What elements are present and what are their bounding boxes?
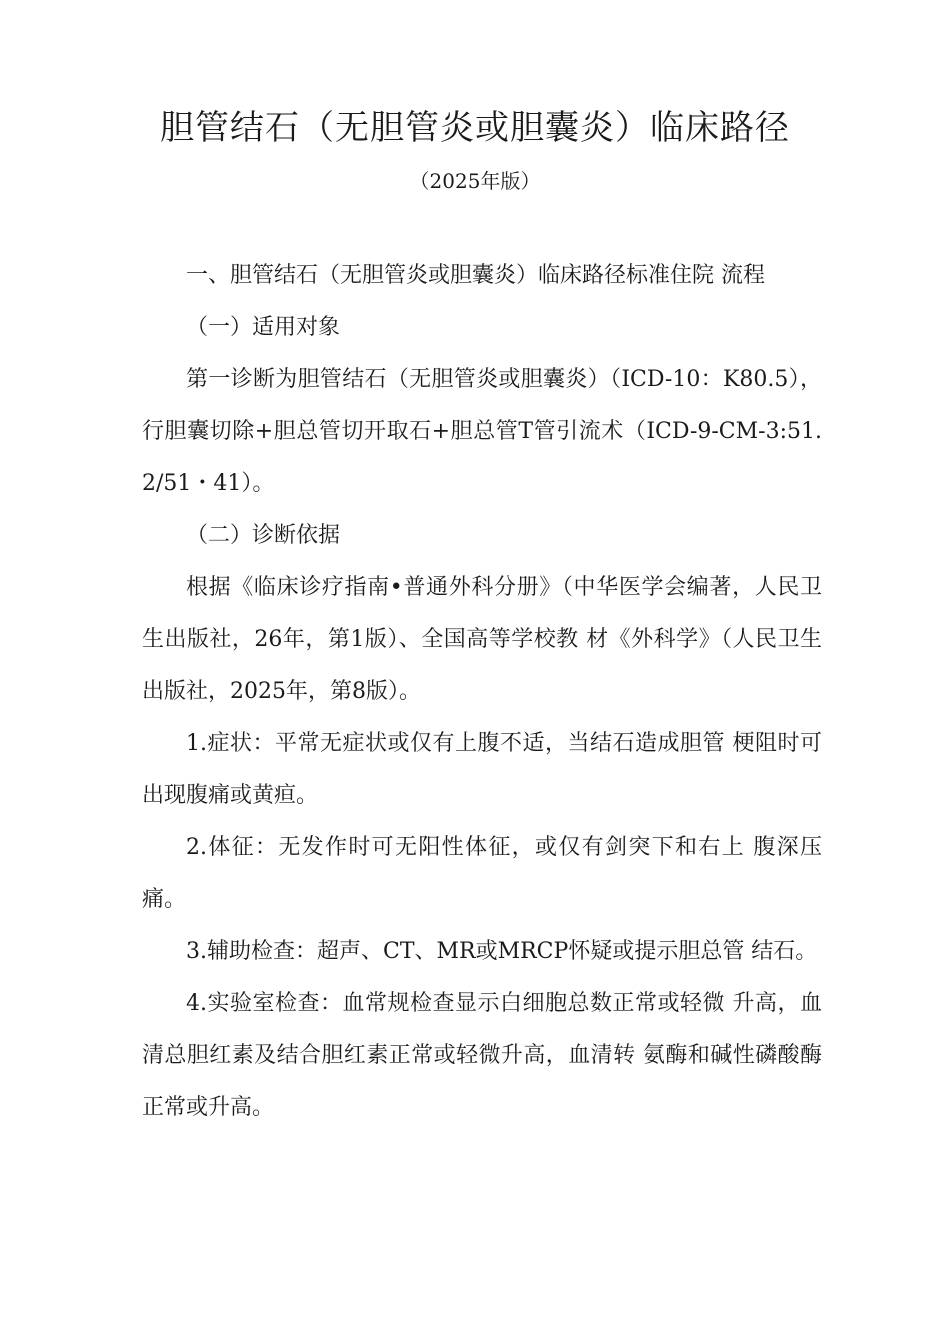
paragraph-section-heading: 一、胆管结石（无胆管炎或胆囊炎）临床路径标准住院 流程 bbox=[186, 263, 765, 288]
paragraph-subheading-scope: （一）适用对象 bbox=[186, 315, 341, 340]
paragraph-symptoms: 1.症状：平常无症状或仅有上腹不适，当结石造成胆管 梗阻时可出现腹痛或黄疸。 bbox=[142, 731, 822, 808]
paragraph-lab-exam: 4.实验室检查：血常规检查显示白细胞总数正常或轻微 升高，血清总胆红素及结合胆红素正常或轻微升高，血清转 氨酶和碱性磷酸酶正常或升高。 bbox=[142, 991, 822, 1120]
paragraph-auxiliary-exam: 3.辅助检查：超声、CT、MR或MRCP怀疑或提示胆总管 结石。 bbox=[186, 939, 818, 964]
paragraph-diagnosis-basis: 根据《临床诊疗指南•普通外科分册》（中华医学会编著，人民卫生出版社，26年，第1版）、全国高等学校教 材《外科学》（人民卫生出版社，2025年，第8版）。 bbox=[142, 575, 822, 704]
paragraph-subheading-diagnosis: （二）诊断依据 bbox=[186, 523, 341, 548]
paragraph-signs: 2.体征：无发作时可无阳性体征，或仅有剑突下和右上 腹深压痛。 bbox=[142, 835, 822, 912]
document-title: 胆管结石（无胆管炎或胆囊炎）临床路径 bbox=[160, 108, 790, 148]
document-body bbox=[142, 250, 822, 1134]
document-subtitle: （2025年版） bbox=[409, 169, 541, 193]
paragraph-scope-text: 第一诊断为胆管结石（无胆管炎或胆囊炎）（ICD-10：K80.5），行胆囊切除+胆总管切开取石+胆总管T管引流术（ICD-9-CM-3:51.2/51・41）。 bbox=[142, 367, 822, 496]
